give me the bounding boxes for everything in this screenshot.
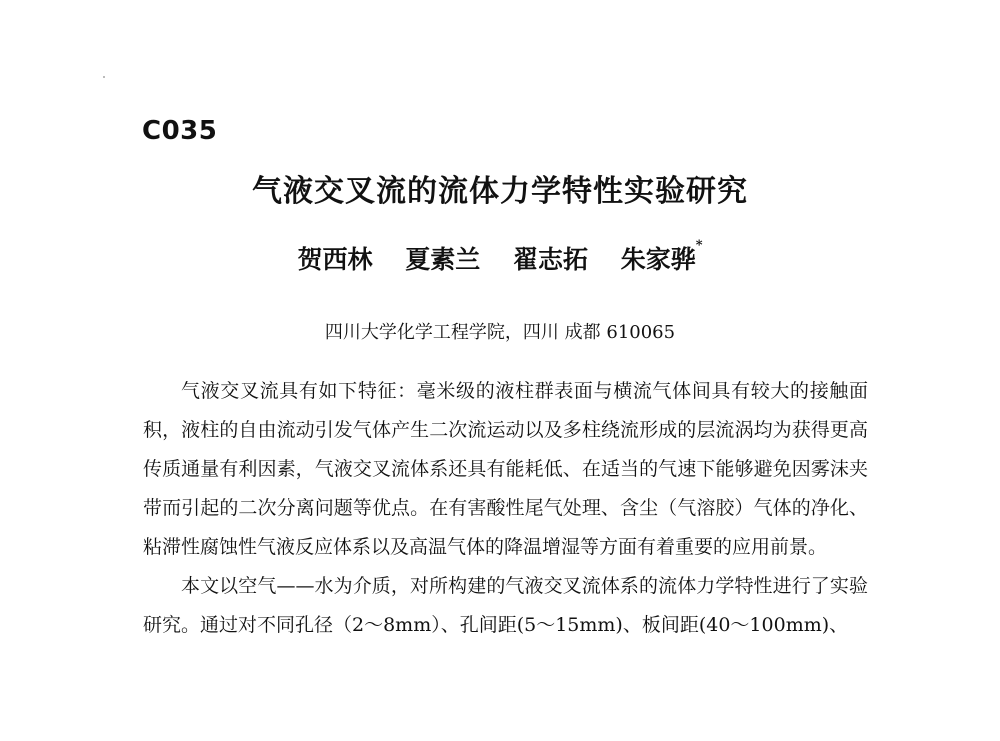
author-name: 夏素兰 [405,245,481,274]
author [405,240,480,276]
author-name: 贺西林 [297,245,373,274]
author [621,240,703,276]
corresponding-author-mark: * [695,238,703,253]
body-paragraph: 气液交叉流具有如下特征：毫米级的液柱群表面与横流气体间具有较大的接触面积，液柱的自由流动引发气体产生二次流运动以及多柱绕流形成的层流涡均为获得更高传质通量有利因素，气液交叉流体系还具有能耗低、在适当的气速下能够避免因雾沫夹带而引起的二次分离问题等优点。在有害酸性尾气处理、含尘（气溶胶）气体的净化、粘滞性腐蚀性气液反应体系以及高温气体的降温增湿等方面有着重要的应用前景。 [143,380,868,558]
scan-mark [103,76,105,78]
author-name: 朱家骅 [620,245,696,274]
abstract-body [143,372,868,645]
author [513,240,588,276]
author-name: 翟志拓 [512,245,588,274]
body-paragraph: 本文以空气——水为介质，对所构建的气液交叉流体系的流体力学特性进行了实验研究。通过对不同孔径（2～8mm）、孔间距(5～15mm)、板间距(40～100mm)、 [143,575,868,636]
paper-title: 气液交叉流的流体力学特性实验研究 [252,174,748,209]
author [297,240,372,276]
affiliation: 四川大学化学工程学院，四川 成都 610065 [324,322,676,343]
paper-code: C035 [142,116,218,146]
author-list [0,240,1000,276]
